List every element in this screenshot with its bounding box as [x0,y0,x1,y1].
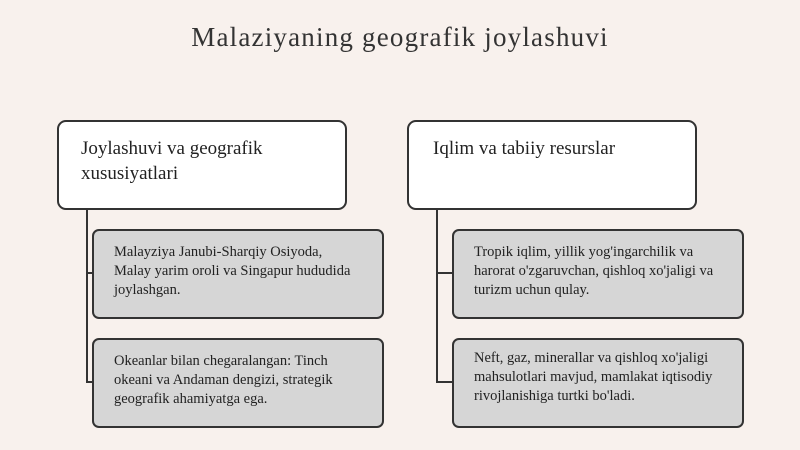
right-detail-box-2 [452,338,744,428]
right-detail-box-1 [452,229,744,319]
right-detail-text-1: Tropik iqlim, yillik yog'ingarchilik va harorat o'zgaruvchan, qishloq xo'jaligi va turizm uchun qulay. [474,244,714,298]
left-heading-box [57,120,347,210]
right-heading-text: Iqlim va tabiiy resurslar [433,138,616,159]
right-detail-text-2: Neft, gaz, minerallar va qishloq xo'jaligi mahsulotlari mavjud, mamlakat iqtisodiy rivojlanishiga turtki bo'ladi. [474,350,713,404]
right-connector-vertical [436,210,438,383]
diagram-title: Malaziyaning geografik joylashuvi [191,22,609,52]
left-detail-box-2 [92,338,384,428]
left-detail-box-1 [92,229,384,319]
right-connector-branch-1 [436,272,453,274]
left-connector-vertical [86,210,88,383]
right-connector-branch-2 [436,381,453,383]
right-heading-box [407,120,697,210]
left-detail-text-2: Okeanlar bilan chegaralangan: Tinch okeani va Andaman dengizi, strategik geografik ahamiyatga ega. [114,353,333,407]
left-heading-text: Joylashuvi va geografik xususiyatlari [81,138,263,184]
left-detail-text-1: Malayziya Janubi-Sharqiy Osiyoda, Malay yarim oroli va Singapur hududida joylashgan. [114,244,351,298]
